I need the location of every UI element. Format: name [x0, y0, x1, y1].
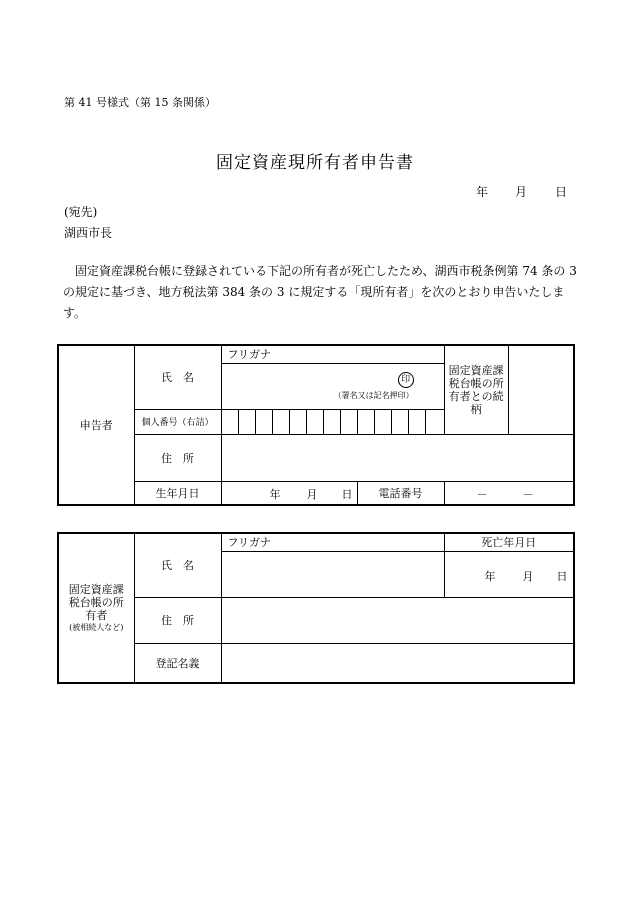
birth-date-label: 生年月日: [134, 481, 221, 505]
relation-field[interactable]: [508, 345, 574, 434]
date-year: 年: [476, 185, 489, 199]
birth-month: 月: [306, 487, 318, 501]
personal-number-digit[interactable]: [340, 409, 357, 434]
phone-field[interactable]: [444, 481, 574, 505]
birth-date-field[interactable]: [221, 481, 357, 505]
owner-address-label: 住 所: [134, 597, 221, 643]
birth-year: 年: [269, 487, 281, 501]
owner-section-note: (被相続人など): [69, 623, 124, 632]
personal-number-digit[interactable]: [323, 409, 340, 434]
personal-number-digit[interactable]: [272, 409, 289, 434]
declarant-name-field[interactable]: [221, 363, 444, 409]
personal-number-digit[interactable]: [221, 409, 238, 434]
date-day: 日: [555, 185, 568, 199]
seal-icon: 印: [398, 372, 414, 388]
owner-section: [58, 533, 134, 683]
personal-number-digit[interactable]: [255, 409, 272, 434]
date-month: 月: [515, 185, 528, 199]
intro-paragraph: 固定資産課税台帳に登録されている下記の所有者が死亡したため、湖西市税条例第 74 条の 3 の規定に基づき、地方税法第 384 条の 3 に規定する「現所有者」を次のとおり申告いたします。: [63, 264, 577, 320]
registered-name-field[interactable]: [221, 643, 574, 683]
owner-address-field[interactable]: [221, 597, 574, 643]
owner-name-label: 氏 名: [134, 533, 221, 597]
declarant-table: [57, 344, 575, 506]
declarant-furigana-field[interactable]: フリガナ: [221, 345, 444, 363]
death-year: 年: [484, 569, 496, 583]
death-date-label: 死亡年月日: [444, 533, 574, 551]
personal-number-digit[interactable]: [374, 409, 391, 434]
document-title: 固定資産現所有者申告書: [216, 153, 414, 173]
declarant-address-field[interactable]: [221, 434, 574, 481]
personal-number-digit[interactable]: [238, 409, 255, 434]
owner-table: [57, 532, 575, 684]
personal-number-digit[interactable]: [391, 409, 408, 434]
personal-number-digit[interactable]: [306, 409, 323, 434]
owner-furigana-field[interactable]: フリガナ: [221, 533, 444, 551]
declarant-address-label: 住 所: [134, 434, 221, 481]
addressee-name: 湖西市長: [64, 226, 113, 240]
death-day: 日: [556, 569, 568, 583]
personal-number-spacer: [425, 409, 444, 434]
phone-label: 電話番号: [357, 481, 444, 505]
form-number: 第 41 号様式（第 15 条関係）: [64, 96, 216, 109]
registered-name-label: 登記名義: [134, 643, 221, 683]
owner-name-field[interactable]: [221, 551, 444, 597]
declarant-name-label: 氏 名: [134, 345, 221, 409]
personal-number-digit[interactable]: [289, 409, 306, 434]
personal-number-label: 個人番号（右詰）: [134, 409, 221, 434]
seal-note: （署名又は記名押印）: [333, 390, 414, 400]
declarant-section-label: 申告者: [58, 345, 134, 505]
owner-section-label: 固定資産課税台帳の所有者: [68, 583, 124, 622]
birth-day: 日: [341, 487, 353, 501]
relation-label: 固定資産課税台帳の所有者との続柄: [444, 345, 508, 434]
death-date-field[interactable]: [444, 551, 574, 597]
personal-number-digit[interactable]: [408, 409, 425, 434]
death-month: 月: [522, 569, 534, 583]
phone-separator-2: －: [522, 487, 534, 501]
addressee-label: (宛先): [64, 205, 98, 219]
phone-separator-1: －: [476, 487, 488, 501]
personal-number-digit[interactable]: [357, 409, 374, 434]
